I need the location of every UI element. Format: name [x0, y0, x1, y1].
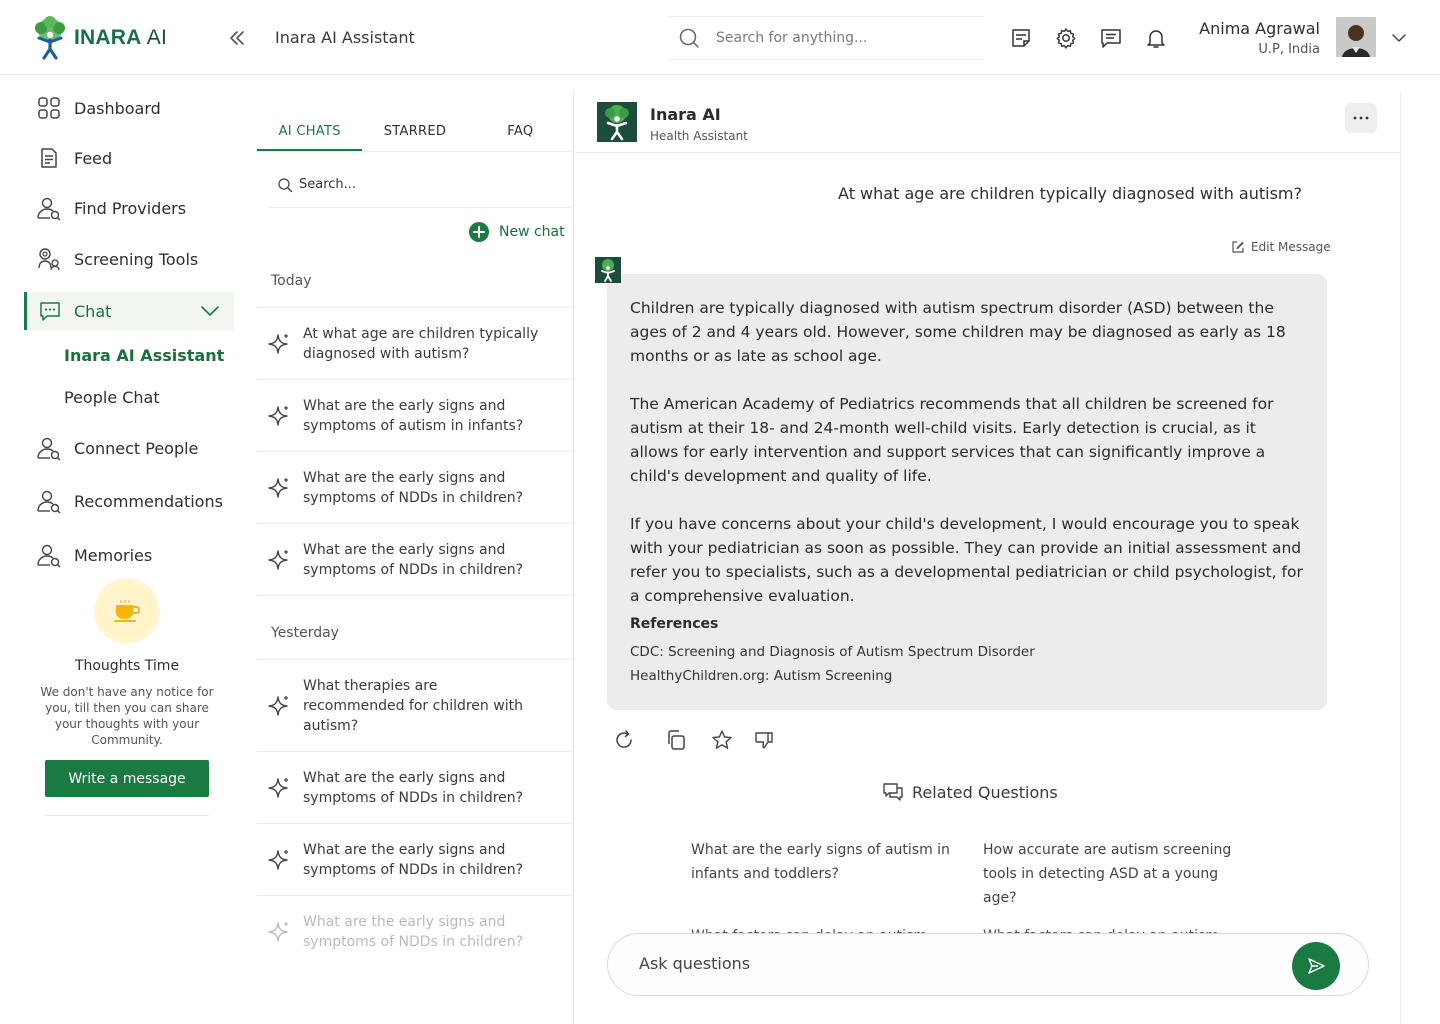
sidebar-item-screening-tools[interactable]	[36, 246, 198, 272]
user-location: U.P, India	[1258, 42, 1320, 57]
sidebar-subitem-people-chat[interactable]: People Chat	[64, 388, 160, 407]
plus-icon	[469, 222, 489, 242]
new-chat-label: New chat	[499, 224, 565, 240]
brand-name: INARA	[74, 26, 141, 49]
grid-icon	[36, 95, 62, 121]
answer-paragraph: If you have concerns about your child's development, I would encourage you to speak with your pediatrician as soon as possible. They can provide an initial assessment and refer you to specialists, such as a developmental pediatrician or child psychologist, for a comprehensive evaluation.	[630, 515, 1303, 605]
sparkle-icon	[267, 476, 291, 500]
answer-paragraph: Children are typically diagnosed with autism spectrum disorder (ASD) between the ages of 2 and 4 years old. However, some children may be diagnosed as early as 18 months or as late as school age.	[630, 299, 1286, 365]
sidebar-item-feed[interactable]	[36, 145, 112, 171]
people-search-icon	[36, 542, 62, 568]
bell-icon	[1145, 27, 1167, 49]
people-search-icon	[36, 488, 62, 514]
tab-faq[interactable]: FAQ	[507, 124, 534, 139]
references-heading: References	[630, 616, 719, 632]
sidebar-item-dashboard[interactable]	[36, 95, 161, 121]
list-item[interactable]	[257, 896, 573, 968]
collapse-sidebar-button[interactable]	[226, 27, 248, 49]
chat-title: What are the early signs and symptoms of NDDs in children?	[303, 841, 524, 878]
global-search-input[interactable]	[716, 30, 966, 46]
settings-button[interactable]	[1055, 27, 1077, 49]
sidebar-item-connect-people[interactable]	[36, 435, 198, 461]
assistant-answer	[607, 274, 1327, 710]
messages-button[interactable]	[1100, 27, 1122, 49]
thoughts-card	[36, 578, 218, 816]
edit-message-button[interactable]	[1231, 240, 1331, 254]
sparkle-icon	[267, 848, 291, 872]
chat-history-panel	[257, 92, 574, 1024]
assistant-avatar	[595, 257, 621, 283]
sidebar-item-chat[interactable]	[24, 292, 234, 330]
chat-tabs	[257, 114, 573, 152]
thoughts-description: We don't have any notice for you, till then you can share your thoughts with your Community.	[40, 685, 214, 747]
sidebar-item-recommendations[interactable]	[36, 488, 223, 514]
refresh-icon	[613, 729, 635, 751]
chat-search-input[interactable]	[299, 177, 549, 192]
notifications-button[interactable]	[1145, 27, 1167, 49]
sidebar-item-memories[interactable]	[36, 542, 152, 568]
conversation-panel	[575, 92, 1401, 1024]
list-item[interactable]	[257, 452, 573, 524]
related-question[interactable]: How accurate are autism screening tools in detecting ASD at a young age?	[983, 842, 1232, 906]
sidebar-item-label: Dashboard	[74, 98, 161, 118]
assistant-header	[575, 92, 1400, 153]
brand-suffix: AI	[146, 26, 168, 49]
send-button[interactable]	[1292, 942, 1340, 990]
sidebar-item-label: Find Providers	[74, 198, 187, 218]
chat-bubbles-icon	[882, 782, 904, 802]
chat-title: What are the early signs and symptoms of NDDs in children?	[303, 914, 524, 950]
sparkle-icon	[267, 548, 291, 572]
notes-button[interactable]	[1010, 27, 1032, 49]
sidebar-item-label: Recommendations	[74, 491, 223, 511]
list-item[interactable]	[257, 752, 573, 824]
related-questions-label: Related Questions	[912, 782, 1058, 802]
double-chevron-left-icon	[226, 27, 248, 49]
chat-title: At what age are children typically diagnosed with autism?	[303, 325, 539, 362]
copy-button[interactable]	[665, 729, 687, 751]
write-message-button[interactable]: Write a message	[45, 760, 209, 797]
related-question[interactable]: What are the early signs of autism in infants and toddlers?	[691, 842, 950, 882]
reference-link[interactable]: HealthyChildren.org: Autism Screening	[630, 668, 893, 684]
page-title: Inara AI Assistant	[275, 28, 415, 47]
thumbs-down-icon	[753, 729, 775, 751]
tree-person-icon	[30, 16, 70, 60]
coffee-cup-icon	[94, 578, 160, 644]
assistant-subtitle: Health Assistant	[650, 129, 748, 143]
list-item[interactable]	[257, 660, 573, 752]
reference-link[interactable]: CDC: Screening and Diagnosis of Autism Spectrum Disorder	[630, 644, 1035, 660]
chat-title: What are the early signs and symptoms of NDDs in children?	[303, 541, 524, 578]
gear-icon	[1055, 27, 1077, 49]
list-item[interactable]	[257, 308, 573, 380]
chat-search[interactable]	[269, 162, 571, 208]
list-item[interactable]	[257, 824, 573, 896]
tab-starred[interactable]: STARRED	[383, 124, 447, 139]
sparkle-icon	[267, 776, 291, 800]
tree-person-icon	[597, 102, 637, 142]
top-bar	[0, 0, 1440, 75]
chat-bubble-icon	[38, 299, 62, 323]
copy-icon	[665, 729, 687, 751]
sidebar	[0, 76, 246, 1024]
star-icon	[711, 729, 733, 751]
global-search[interactable]	[668, 16, 984, 60]
avatar[interactable]	[1336, 17, 1376, 57]
sidebar-item-find-providers[interactable]	[36, 195, 186, 221]
tree-person-icon	[595, 257, 621, 283]
group-label-today: Today	[271, 273, 312, 289]
thoughts-title: Thoughts Time	[74, 658, 180, 674]
sparkle-icon	[267, 694, 291, 718]
edit-message-label: Edit Message	[1251, 240, 1331, 254]
chevron-down-icon[interactable]	[200, 302, 220, 320]
sparkle-icon	[267, 404, 291, 428]
search-icon	[277, 177, 293, 193]
star-button[interactable]	[711, 729, 733, 751]
screening-icon	[36, 246, 62, 272]
sidebar-item-label: Chat	[74, 301, 112, 321]
sidebar-subitem-inara-ai-assistant[interactable]: Inara AI Assistant	[64, 346, 225, 365]
chat-title: What therapies are recommended for children with autism?	[303, 677, 523, 734]
divider	[45, 815, 209, 816]
group-label-yesterday: Yesterday	[271, 625, 339, 641]
more-options-button[interactable]	[1345, 103, 1377, 133]
document-icon	[36, 145, 62, 171]
sparkle-icon	[267, 920, 291, 944]
related-questions-heading	[882, 782, 1058, 802]
new-chat-button[interactable]	[469, 222, 565, 242]
sidebar-item-label: Memories	[74, 545, 153, 565]
message-icon	[1100, 27, 1122, 49]
assistant-logo	[597, 102, 637, 142]
sidebar-item-label: Feed	[74, 148, 113, 168]
sparkle-icon	[267, 332, 291, 356]
search-icon	[678, 27, 700, 49]
sidebar-item-label: Connect People	[74, 438, 199, 458]
send-icon	[1306, 956, 1326, 976]
list-item[interactable]	[257, 380, 573, 452]
chat-title: What are the early signs and symptoms of NDDs in children?	[303, 469, 524, 506]
user-photo-icon	[1336, 17, 1376, 57]
chevron-down-icon	[1390, 29, 1408, 47]
ask-question-input[interactable]	[639, 954, 1239, 973]
edit-icon	[1231, 240, 1245, 254]
list-item[interactable]	[257, 524, 573, 596]
notes-icon	[1010, 27, 1032, 49]
user-menu-toggle[interactable]	[1390, 29, 1408, 47]
answer-paragraph: The American Academy of Pediatrics recommends that all children be screened for autism at their 18- and 24-month well-child visits. Early detection is crucial, as it allows for early intervention and support services that can significantly improve a child's development and quality of life.	[630, 395, 1274, 485]
dislike-button[interactable]	[753, 729, 775, 751]
regenerate-button[interactable]	[613, 729, 635, 751]
brand-logo[interactable]	[30, 16, 167, 60]
people-search-icon	[36, 435, 62, 461]
ellipsis-icon	[1353, 116, 1369, 120]
ask-input-bar	[607, 933, 1369, 996]
chat-title: What are the early signs and symptoms of NDDs in children?	[303, 769, 524, 806]
assistant-name: Inara AI	[650, 105, 721, 124]
tab-ai-chats[interactable]: AI CHATS	[257, 114, 362, 151]
user-name: Anima Agrawal	[1199, 19, 1320, 38]
people-search-icon	[36, 195, 62, 221]
sidebar-item-label: Screening Tools	[74, 249, 199, 269]
user-message: At what age are children typically diagnosed with autism?	[838, 184, 1302, 203]
chat-title: What are the early signs and symptoms of autism in infants?	[303, 397, 524, 434]
